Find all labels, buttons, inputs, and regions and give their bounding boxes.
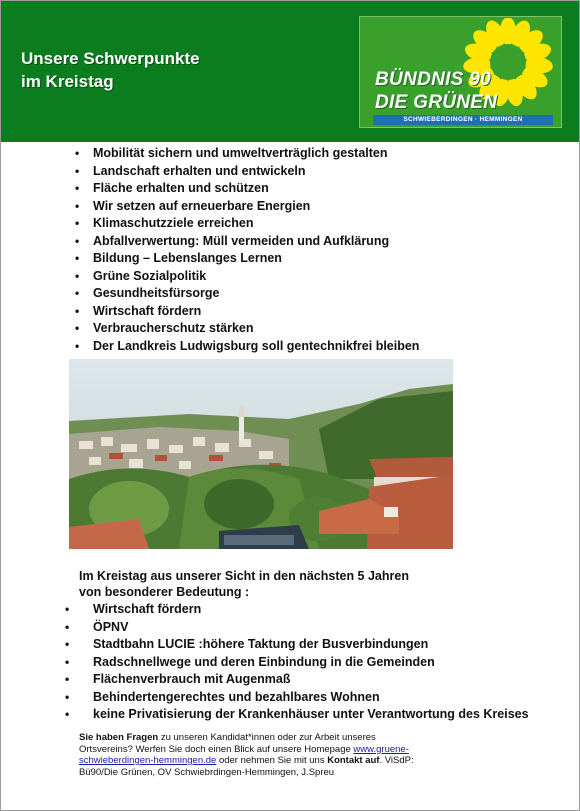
list-item: • keine Privatisierung der Krankenhäuser unter Verantwortung des Kreises (93, 706, 529, 724)
list-item: • Bildung – Lebenslanges Lernen (93, 250, 419, 268)
list-item: • Wirtschaft fördern (93, 303, 419, 321)
homepage-link-continued[interactable]: schwieberdingen-hemmingen.de (79, 755, 217, 766)
bullet: • (75, 321, 80, 335)
bullet: • (75, 268, 80, 283)
bullet: • (75, 251, 80, 265)
list-item: • Stadtbahn LUCIE :höhere Taktung der Busverbindungen (93, 636, 529, 654)
list-item: • Der Landkreis Ludwigsburg soll gentechnikfrei bleiben (93, 338, 419, 356)
bullet: • (75, 286, 80, 300)
homepage-link[interactable]: www.gruene- (353, 743, 409, 755)
bullet: • (75, 233, 80, 248)
bullet: • (65, 602, 70, 616)
list-item: • Wir setzen auf erneuerbare Energien (93, 198, 419, 216)
list-item: • Wirtschaft fördern (93, 601, 529, 619)
title-line-2: im Kreistag (21, 72, 114, 91)
bullet: • (65, 637, 70, 651)
bullet: • (65, 619, 70, 634)
list-item: • Landschaft erhalten und entwickeln (93, 163, 419, 181)
town-landscape-illustration (69, 359, 453, 549)
bullet: • (75, 303, 80, 318)
list-item: • Grüne Sozialpolitik (93, 268, 419, 286)
bullet: • (75, 198, 80, 213)
footer-line-3: schwieberdingen-hemmingen.de oder nehmen Sie mit uns Kontakt auf. ViSdP: (79, 755, 414, 766)
importance-intro (79, 569, 409, 600)
bullet: • (65, 707, 70, 721)
footer-contact (79, 732, 474, 778)
title-line-1: Unsere Schwerpunkte (21, 49, 200, 68)
bullet: • (65, 689, 70, 704)
importance-list (65, 601, 529, 724)
party-logo (359, 16, 562, 128)
bullet: • (75, 338, 80, 353)
importance-intro-line-1: Im Kreistag aus unserer Sicht in den nächsten 5 Jahren (79, 569, 409, 583)
list-item: • Mobilität sichern und umweltverträglich gestalten (93, 145, 419, 163)
logo-text-line-2: DIE GRÜNEN (375, 92, 498, 113)
list-item: • Klimaschutzziele erreichen (93, 215, 419, 233)
list-item: • Verbraucherschutz stärken (93, 320, 419, 338)
bullet: • (65, 654, 70, 669)
list-item: • Gesundheitsfürsorge (93, 285, 419, 303)
list-item: • Behindertengerechtes und bezahlbares Wohnen (93, 689, 529, 707)
bullet: • (75, 216, 80, 230)
footer-line-1: Sie haben Fragen zu unseren Kandidat*innen oder zur Arbeit unseres (79, 732, 376, 743)
list-item: • Flächenverbrauch mit Augenmaß (93, 671, 529, 689)
list-item: • Radschnellwege und deren Einbindung in die Gemeinden (93, 654, 529, 672)
footer-line-2: Ortsvereins? Werfen Sie doch einen Blick auf unsere Homepage www.gruene- (79, 743, 409, 755)
bullet: • (75, 146, 80, 160)
logo-text-line-1: BÜNDNIS 90 (375, 69, 491, 90)
list-item: • Fläche erhalten und schützen (93, 180, 419, 198)
bullet: • (75, 163, 80, 178)
page-title (21, 47, 200, 93)
importance-intro-line-2: von besonderer Bedeutung : (79, 584, 250, 599)
list-item: • ÖPNV (93, 619, 529, 637)
town-landscape-photo (69, 359, 453, 549)
priorities-list (75, 145, 420, 355)
footer-line-4: Bü90/Die Grünen, OV Schwiebrdingen-Hemmingen, J.Spreu (79, 766, 335, 778)
bullet: • (75, 181, 80, 195)
list-item: • Abfallverwertung: Müll vermeiden und Aufklärung (93, 233, 419, 251)
bullet: • (65, 672, 70, 686)
logo-subline: SCHWIEBERDINGEN · HEMMINGEN (373, 115, 553, 125)
